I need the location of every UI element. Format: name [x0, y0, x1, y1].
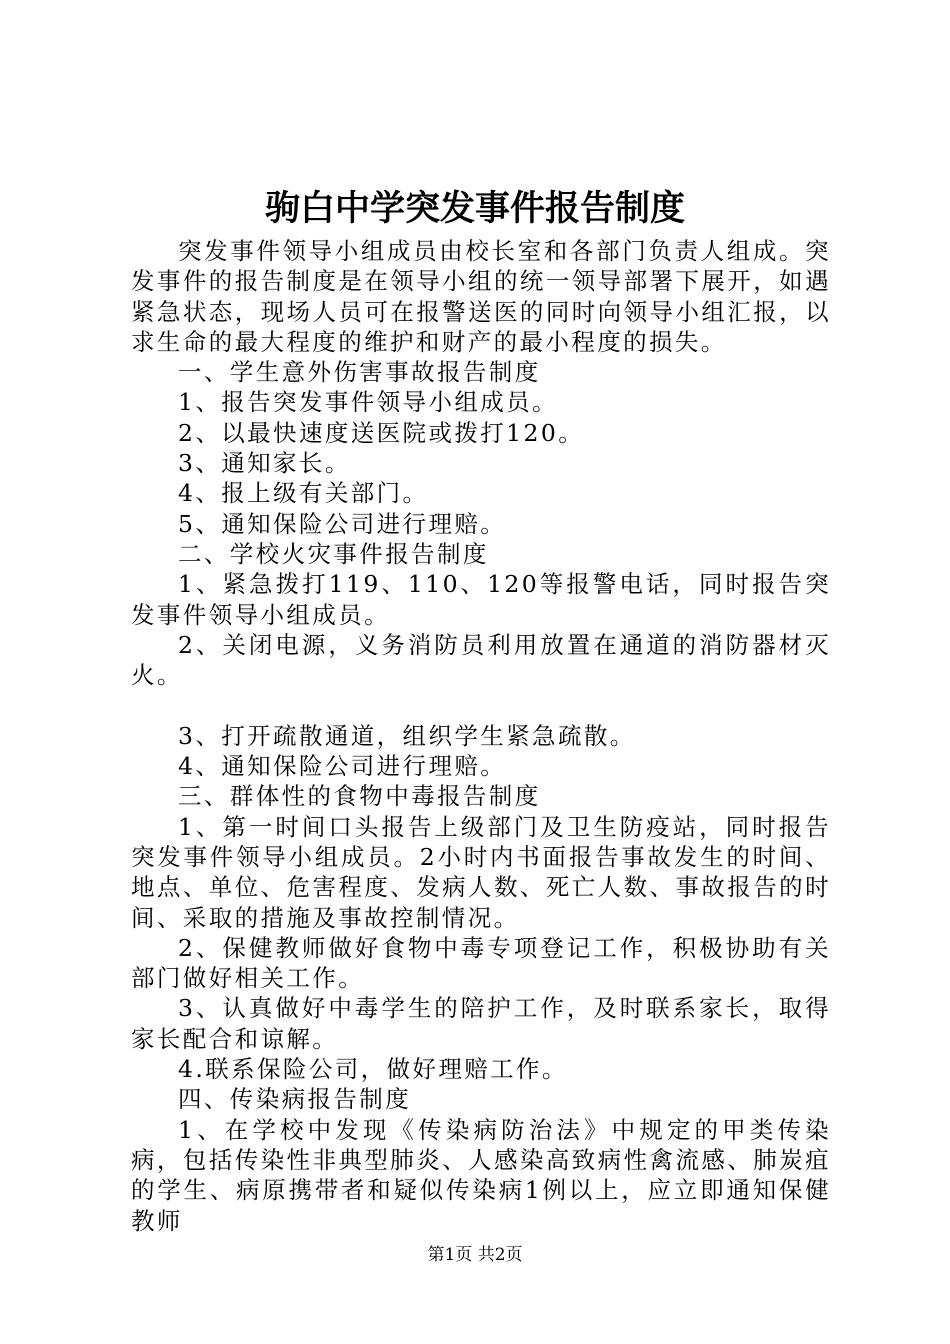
- section-heading-1: 一、学生意外伤害事故报告制度: [178, 358, 541, 387]
- list-item: 1、在学校中发现《传染病防治法》中规定的甲类传染病，包括传染性非典型肺炎、人感染高致病性禽流感、肺炭疽的学生、病原携带者和疑似传染病1例以上，应立即通知保健教师: [131, 1115, 831, 1235]
- section-heading-3: 三、群体性的食物中毒报告制度: [178, 782, 541, 811]
- page-footer: 第1页 共2页: [427, 1245, 523, 1265]
- document-body: [131, 236, 831, 1236]
- paragraph-intro: 突发事件领导小组成员由校长室和各部门负责人组成。突发事件的报告制度是在领导小组的统一领导部署下展开，如遇紧急状态，现场人员可在报警送医的同时向领导小组汇报，以求生命的最大程度的维护和财产的最小程度的损失。: [131, 237, 831, 356]
- list-item: 4、通知保险公司进行理赔。: [178, 752, 507, 781]
- list-item: 2、保健教师做好食物中毒专项登记工作，积极协助有关部门做好相关工作。: [131, 933, 831, 993]
- section-heading-2: 二、学校火灾事件报告制度: [178, 539, 489, 568]
- document-title: 驹白中学突发事件报告制度: [264, 188, 685, 229]
- list-item: 3、通知家长。: [178, 449, 351, 478]
- list-item: 5、通知保险公司进行理赔。: [178, 509, 507, 538]
- blank-line: [131, 690, 831, 720]
- list-item: 4、报上级有关部门。: [178, 479, 429, 508]
- list-item: 3、打开疏散通道，组织学生紧急疏散。: [178, 721, 636, 750]
- list-item: 3、认真做好中毒学生的陪护工作，及时联系家长，取得家长配合和谅解。: [131, 994, 831, 1053]
- section-heading-4: 四、传染病报告制度: [178, 1085, 412, 1114]
- list-item: 2、以最快速度送医院或拨打120。: [178, 418, 585, 447]
- list-item: 1、报告突发事件领导小组成员。: [178, 388, 558, 417]
- list-item: 4.联系保险公司，做好理赔工作。: [178, 1055, 568, 1084]
- list-item: 2、关闭电源，义务消防员利用放置在通道的消防器材灭火。: [131, 630, 831, 690]
- list-item: 1、第一时间口头报告上级部门及卫生防疫站，同时报告突发事件领导小组成员。2小时内书面报告事故发生的时间、地点、单位、危害程度、发病人数、死亡人数、事故报告的时间、采取的措施及事故控制情况。: [131, 812, 831, 932]
- list-item: 1、紧急拨打119、110、120等报警电话，同时报告突发事件领导小组成员。: [131, 570, 831, 629]
